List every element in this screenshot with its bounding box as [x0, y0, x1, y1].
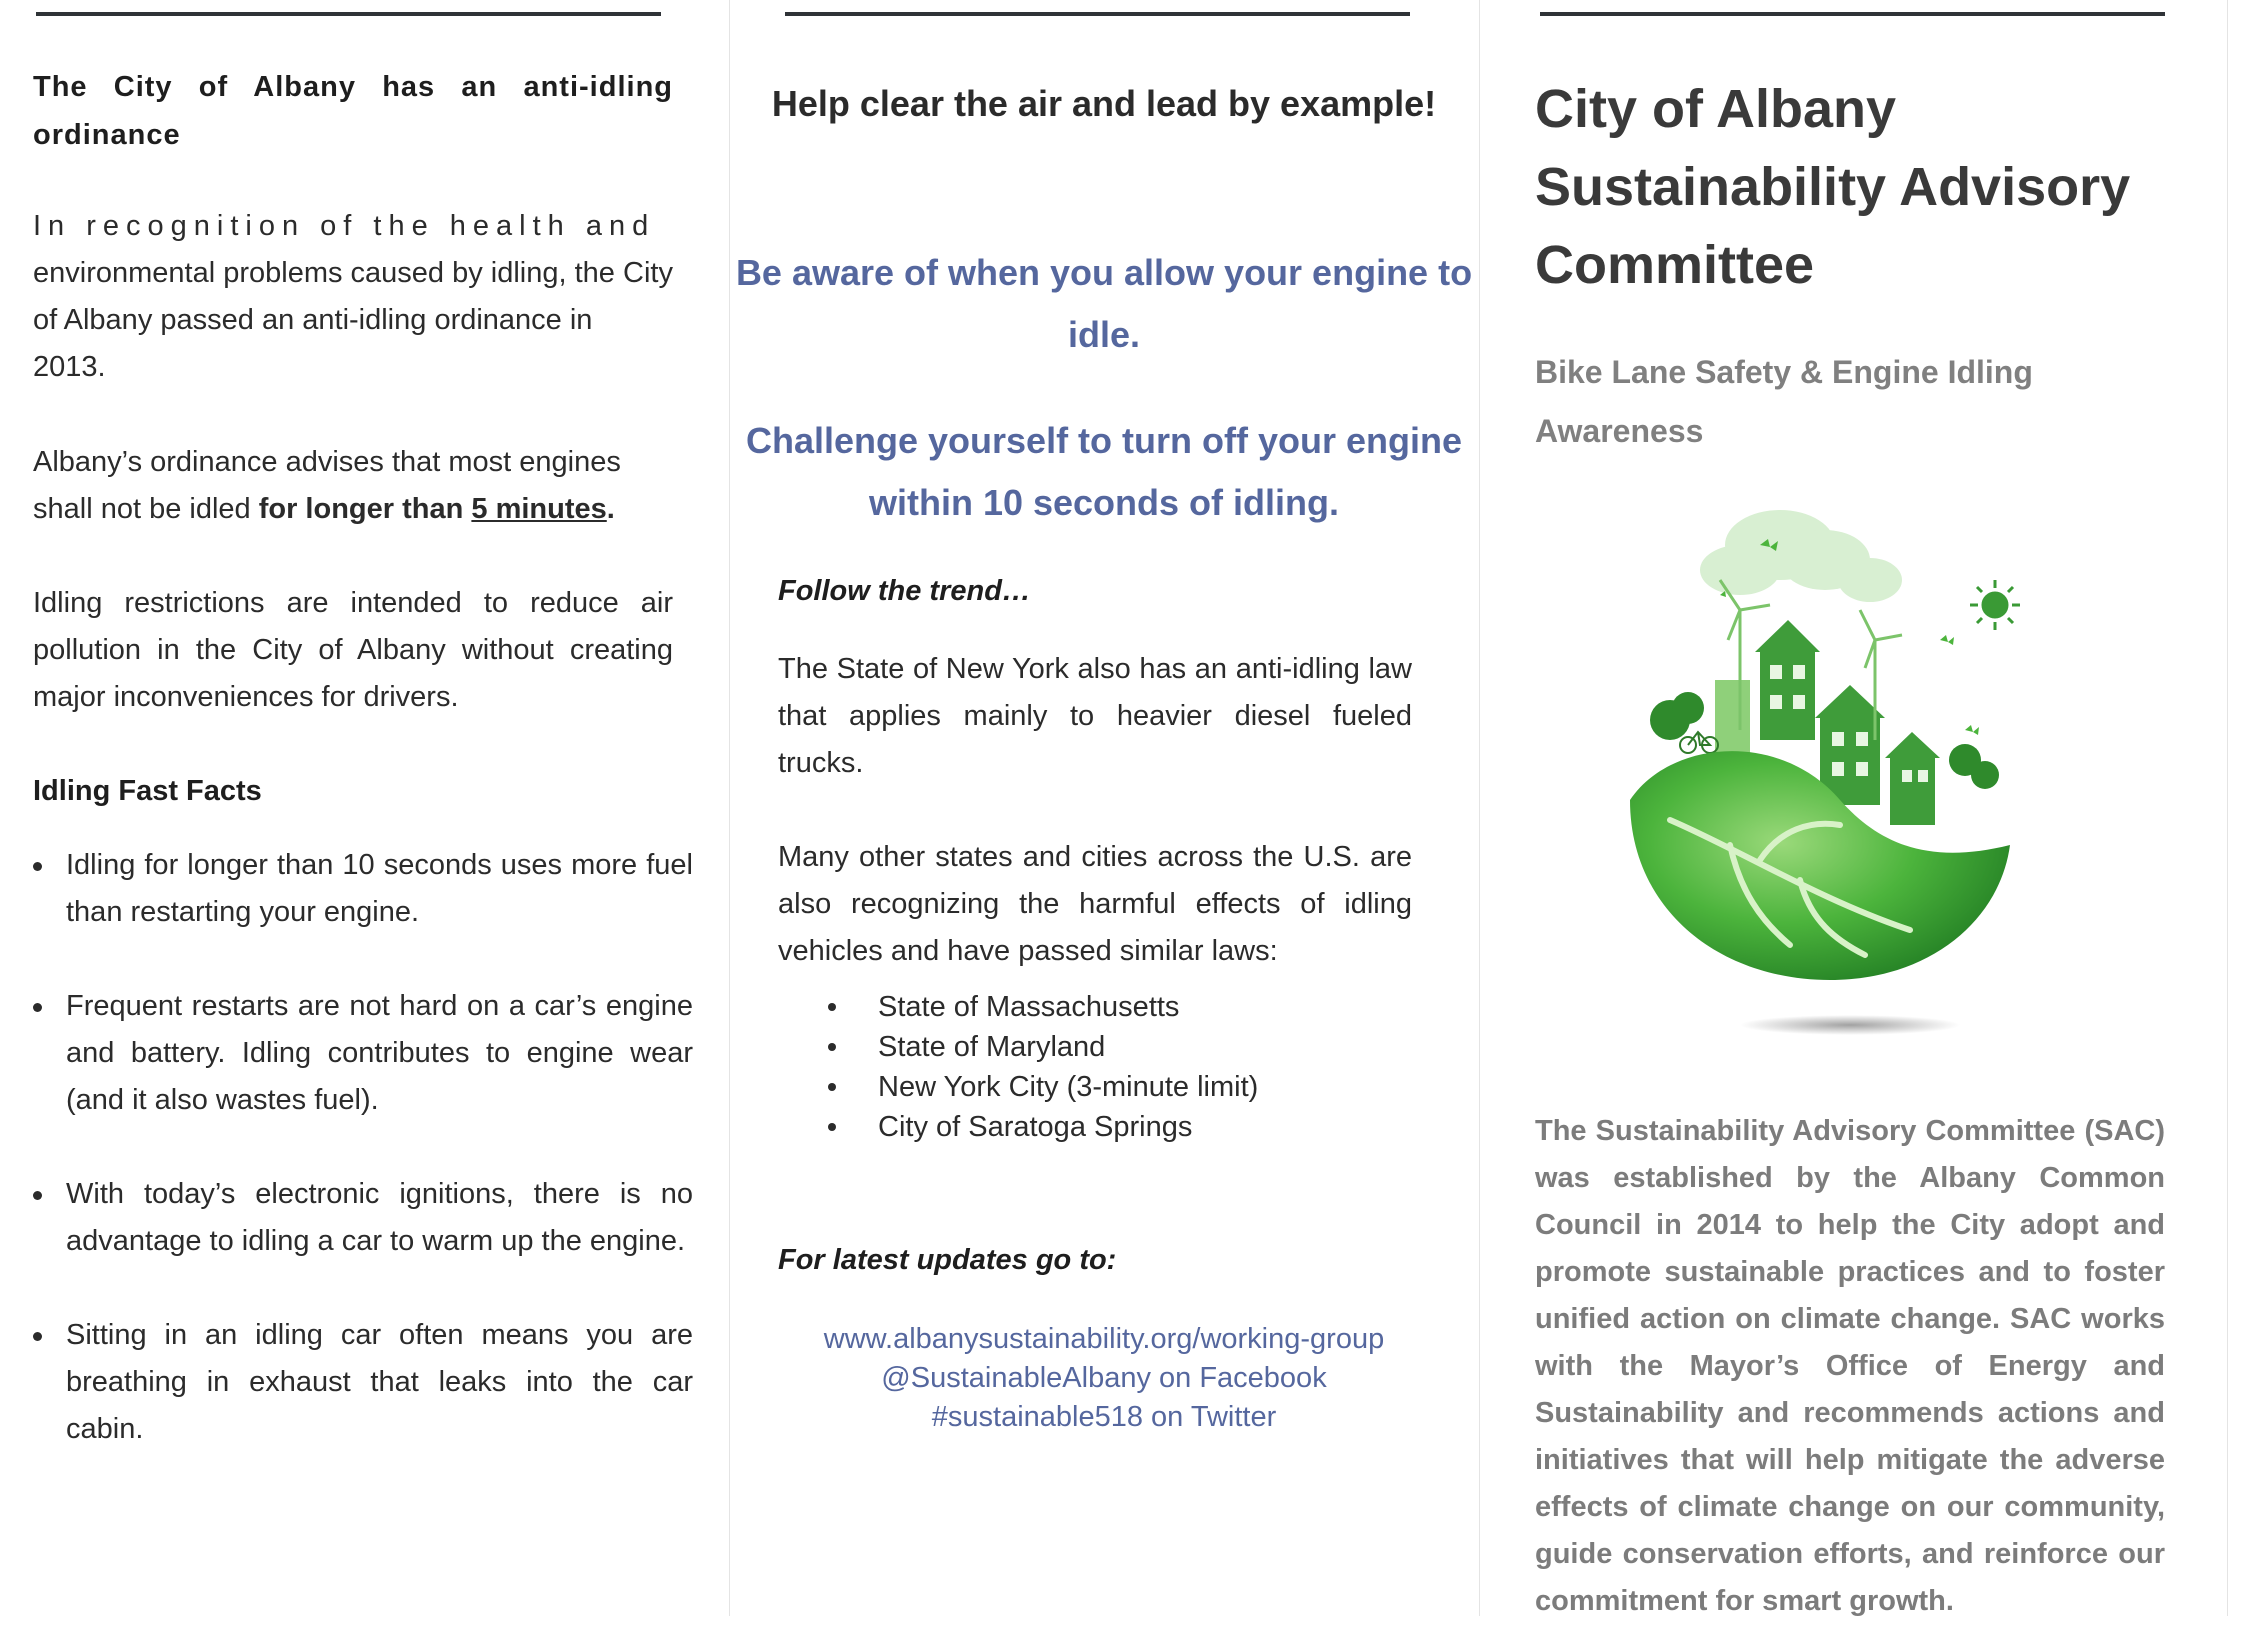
- bullet-icon: [33, 1332, 42, 1341]
- bullet-icon: [828, 1003, 836, 1011]
- ordinance-limit-text: Albany’s ordinance advises that most engines shall not be idled: [33, 446, 621, 525]
- updates-links: [730, 1320, 1478, 1437]
- new-york-law-paragraph: The State of New York also has an anti-idling law that applies mainly to heavier diesel fueled trucks.: [778, 653, 1412, 779]
- ordinance-limit-paragraph: [33, 439, 673, 533]
- fold-line-3: [2227, 0, 2228, 1616]
- fact-text: With today’s electronic ignitions, there is no advantage to idling a car to warm up the engine.: [66, 1178, 693, 1257]
- list-item: [778, 1027, 1418, 1067]
- facebook-link[interactable]: @SustainableAlbany on Facebook: [881, 1362, 1327, 1394]
- be-aware-callout: Be aware of when you allow your engine to idle.: [735, 252, 1473, 355]
- fact-text: Idling for longer than 10 seconds uses more fuel than restarting your engine.: [66, 849, 693, 928]
- right-panel: [1480, 0, 2226, 1616]
- bullet-icon: [828, 1083, 836, 1091]
- fast-facts-heading: Idling Fast Facts: [33, 775, 262, 807]
- list-item: [33, 1312, 693, 1453]
- left-top-rule: [36, 12, 661, 16]
- list-item: [778, 987, 1418, 1027]
- bullet-icon: [33, 1191, 42, 1200]
- committee-title: City of Albany Sustainability Advisory Committee: [1535, 79, 2131, 295]
- ordinance-heading: The City of Albany has an anti-idling ordinance: [33, 71, 673, 151]
- leaf-icon: [1630, 751, 2010, 980]
- brochure-subtitle: Bike Lane Safety & Engine Idling Awareness: [1535, 354, 2033, 449]
- fact-text: Sitting in an idling car often means you are breathing in exhaust that leaks into the car cabin.: [66, 1319, 693, 1445]
- shadow: [1740, 1015, 1960, 1035]
- sac-description: The Sustainability Advisory Committee (SAC) was established by the Albany Common Council in 2014 to help the City adopt and promote sustainable practices and to foster unified action on climate change. SAC works with the Mayor’s Office of Energy and Sustainability and recommends actions and initiatives that will help mitigate the adverse effects of climate change on our community, guide conservation efforts, and reinforce our commitment for smart growth.: [1535, 1115, 2165, 1617]
- bullet-icon: [828, 1123, 836, 1131]
- list-item: [778, 1067, 1418, 1107]
- follow-trend-heading: Follow the trend…: [778, 575, 1031, 607]
- bicycle-icon: [1680, 732, 1718, 753]
- list-item: [33, 842, 693, 936]
- green-city-leaf-illustration: [1610, 500, 2030, 1050]
- left-panel: [0, 0, 728, 1616]
- recognition-rest: environmental problems caused by idling, the City of Albany passed an anti-idling ordinance in 2013.: [33, 257, 673, 383]
- challenge-callout: Challenge yourself to turn off your engine within 10 seconds of idling.: [745, 420, 1463, 523]
- ordinance-limit-bold: [259, 493, 615, 525]
- middle-panel: [730, 0, 1478, 1616]
- updates-heading: For latest updates go to:: [778, 1244, 1117, 1276]
- similar-laws-list: [778, 987, 1418, 1147]
- lead-by-example-title: Help clear the air and lead by example!: [771, 83, 1437, 124]
- website-link[interactable]: www.albanysustainability.org/working-group: [823, 1323, 1385, 1355]
- sun-icon: [1970, 580, 2020, 630]
- five-minutes-emphasis: 5 minutes: [471, 493, 607, 525]
- law-text: State of Maryland: [878, 1031, 1106, 1063]
- middle-top-rule: [785, 12, 1410, 16]
- list-item: [33, 983, 693, 1124]
- law-text: State of Massachusetts: [878, 991, 1180, 1023]
- twitter-link[interactable]: #sustainable518 on Twitter: [931, 1401, 1277, 1433]
- list-item: [33, 1171, 693, 1265]
- bullet-icon: [33, 1003, 42, 1012]
- list-item: [778, 1107, 1418, 1147]
- bullet-icon: [33, 862, 42, 871]
- law-text: New York City (3-minute limit): [878, 1071, 1259, 1103]
- recognition-paragraph: [33, 203, 673, 391]
- other-states-paragraph: Many other states and cities across the U.S. are also recognizing the harmful effects of idling vehicles and have passed similar laws:: [778, 841, 1412, 967]
- fast-facts-list: [33, 842, 693, 1453]
- restrictions-paragraph: Idling restrictions are intended to reduce air pollution in the City of Albany without creating major inconveniences for drivers.: [33, 587, 673, 713]
- law-text: City of Saratoga Springs: [878, 1111, 1193, 1143]
- ordinance-limit-bold-text: for longer than: [258, 493, 472, 525]
- bullet-icon: [828, 1043, 836, 1051]
- cloud-icon: [1700, 510, 1902, 602]
- recognition-first-line: In recognition of the health and: [33, 210, 656, 242]
- ordinance-limit-period: .: [606, 493, 615, 525]
- fact-text: Frequent restarts are not hard on a car’s engine and battery. Idling contributes to engine wear (and it also wastes fuel).: [66, 990, 693, 1116]
- right-top-rule: [1540, 12, 2165, 16]
